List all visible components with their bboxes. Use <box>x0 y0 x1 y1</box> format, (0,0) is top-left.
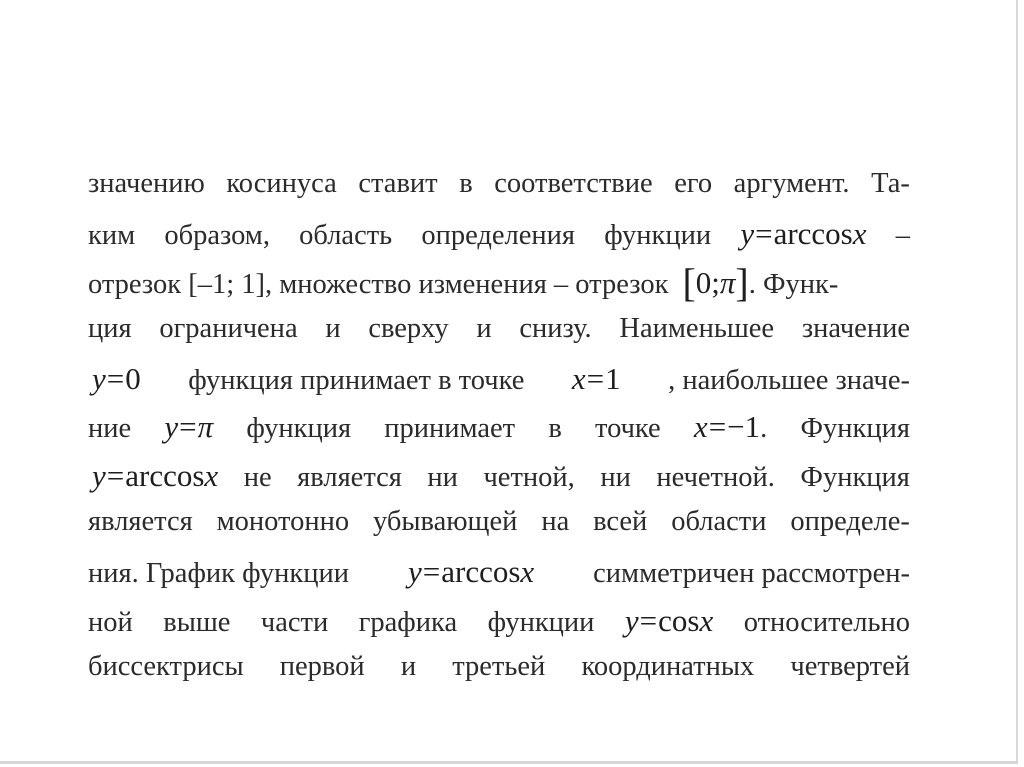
text-line-3 <box>88 259 910 313</box>
text-line-6 <box>88 409 910 457</box>
word: значению <box>88 168 205 199</box>
word: косинуса <box>226 168 337 199</box>
word: функция <box>246 413 352 445</box>
word: ограничена <box>159 312 298 344</box>
word: области <box>671 506 767 538</box>
word: аргумент. <box>733 168 850 199</box>
word: в <box>459 168 473 199</box>
word: монотонно <box>216 506 350 538</box>
word: графика <box>358 606 458 638</box>
word: определе- <box>790 506 910 538</box>
word: Наименьшее <box>619 312 775 344</box>
word: сверху <box>368 312 449 344</box>
word: ние <box>88 413 132 445</box>
word: и <box>476 312 492 344</box>
word: относительно <box>743 606 910 638</box>
line-text: функция принимает в точке <box>188 365 525 397</box>
text-line-8 <box>88 506 910 554</box>
line-text: ния. График функции <box>88 558 349 590</box>
word: Функция <box>800 413 910 445</box>
text-line-2 <box>88 216 910 264</box>
formula-interval-0-pi: [0;π] <box>682 259 749 305</box>
word: четвертей <box>790 650 910 682</box>
formula-x-eq-minus-1-wrap: x=−1. <box>693 409 768 445</box>
formula-y-eq-pi: y=π <box>164 409 214 445</box>
line-text: отрезок [–1; 1], множество изменения – отрезок <box>88 268 669 300</box>
word: убывающей <box>373 506 518 538</box>
word: функции <box>487 606 595 638</box>
formula-y-eq-0: y=0 <box>92 361 141 397</box>
word: четной, <box>483 461 575 493</box>
formula-x-eq-1: x=1 <box>571 361 621 397</box>
word: определения <box>421 220 576 252</box>
formula-y-cos-x: y=cosx <box>624 602 714 638</box>
word: ной <box>88 606 133 638</box>
word: образом, <box>164 220 270 252</box>
word: выше <box>163 606 231 638</box>
text-line-7 <box>88 458 910 506</box>
text-line-9 <box>88 554 910 602</box>
formula-y-arccos-x: y=arccosx <box>407 554 535 590</box>
word: принимает <box>384 413 516 445</box>
word: на <box>541 506 570 538</box>
text-line-5 <box>88 361 910 409</box>
dash: – <box>895 220 910 252</box>
word: ставит <box>358 168 438 199</box>
word: ни <box>600 461 631 493</box>
word: и <box>400 650 417 682</box>
line-text: . Функ- <box>748 268 839 300</box>
document-text <box>88 168 910 699</box>
word: части <box>260 606 329 638</box>
word: область <box>299 220 393 252</box>
word: ция <box>88 312 132 344</box>
word: координатных <box>581 650 755 682</box>
word: Функция <box>800 461 910 493</box>
word: всей <box>593 506 648 538</box>
word: ни <box>427 461 458 493</box>
word: и <box>325 312 341 344</box>
word: значение <box>801 312 910 344</box>
text-line-1 <box>88 168 910 216</box>
word: не <box>243 461 272 493</box>
formula-y-arccos-x: y=arccosx <box>92 457 219 493</box>
formula-x-eq-minus-1: x=−1 <box>693 409 761 445</box>
line-text: симметричен рассмотрен- <box>593 558 910 590</box>
word: его <box>674 168 713 199</box>
text-line-4 <box>88 313 910 361</box>
text-line-11 <box>88 651 910 699</box>
line-text: , наибольшее значе- <box>668 365 910 397</box>
formula-y-arccos-x: y=arccosx <box>740 216 867 252</box>
word: третьей <box>452 650 546 682</box>
word: в <box>548 413 562 445</box>
word: снизу. <box>519 312 592 344</box>
word: первой <box>279 650 365 682</box>
word: является <box>297 461 402 493</box>
text-line-10 <box>88 603 910 651</box>
word: функции <box>604 220 712 252</box>
word: является <box>88 506 193 538</box>
word: нечетной. <box>656 461 775 493</box>
word: ким <box>88 220 136 252</box>
word: соответствие <box>494 168 653 199</box>
word: Та- <box>871 168 910 199</box>
word: точке <box>595 413 661 445</box>
word: биссектрисы <box>88 650 244 682</box>
